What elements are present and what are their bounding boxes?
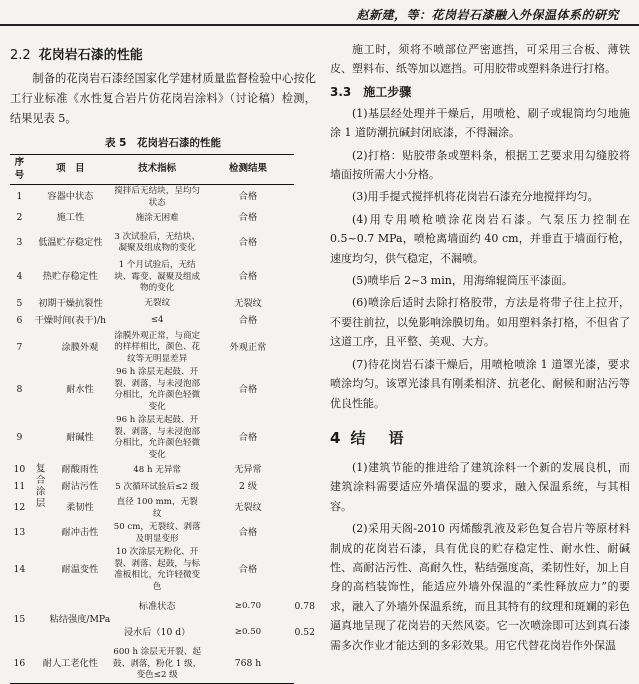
section-heading bbox=[10, 44, 316, 63]
row-no: 8 bbox=[16, 383, 23, 395]
row-no: 14 bbox=[13, 563, 26, 575]
table-row bbox=[10, 646, 316, 683]
conclusion-item: (1)建筑节能的推进给了建筑涂料一个新的发展良机，而建筑涂料需要适应外墙保温的要求，融入保温系统，与其相容。 bbox=[330, 460, 630, 513]
row-result: 无裂纹 bbox=[234, 502, 262, 514]
row-result: 合格 bbox=[238, 314, 258, 326]
row-item: 耐冲击性 bbox=[61, 527, 99, 539]
row-no: 5 bbox=[16, 297, 23, 309]
table-row bbox=[10, 259, 316, 296]
row-result: 合格 bbox=[238, 383, 258, 395]
col-header-no: 序号 bbox=[10, 155, 29, 185]
row-no: 1 bbox=[16, 191, 23, 203]
row-no: 2 bbox=[16, 212, 23, 224]
row-spec: 10 次涂层无粉化、开裂、剥落、起鼓，与标准板相比，允许轻微变色 bbox=[114, 547, 201, 592]
row-result: 0.78 bbox=[294, 600, 315, 612]
row-item: 初期干燥抗裂性 bbox=[38, 297, 103, 309]
col-header-result: 检测结果 bbox=[202, 155, 293, 185]
row-result: 合格 bbox=[238, 527, 258, 539]
row-no: 4 bbox=[16, 271, 23, 282]
row-item: 容器中状态 bbox=[47, 191, 94, 203]
table-row bbox=[10, 185, 316, 211]
conclusion-heading bbox=[330, 427, 630, 448]
step-item: (2)打格：贴胶带条或塑料条，根据工艺要求用勾缝胶将墙面按所需大小分格。 bbox=[330, 148, 630, 182]
step-item: (6)喷涂后适时去除打格胶带，方法是将带子往上拉开，不要往前拉，以免影响涂膜切角。如用塑料条打格，不但省了这道工序，且平整、美观、大方。 bbox=[330, 296, 630, 349]
table-row bbox=[10, 546, 316, 594]
row-spec: ≥0.50 bbox=[234, 627, 262, 638]
continued-paragraph: 施工时，须将不喷部位严密遮挡，可采用三合板、薄铁皮、塑料布、纸等加以遮挡。可用胶带或塑料条进行打格。 bbox=[330, 43, 630, 76]
row-no: 10 bbox=[13, 464, 26, 476]
table-row bbox=[10, 594, 316, 620]
table-row bbox=[10, 521, 316, 546]
row-no: 9 bbox=[16, 431, 23, 443]
step-item: (1)基层经处理并干燥后，用喷枪、刷子或辊筒均匀地施涂 1 道防潮抗碱封闭底漆，不得漏涂。 bbox=[330, 106, 630, 140]
row-result: 合格 bbox=[238, 563, 258, 575]
row-spec: 直径 100 mm，无裂纹 bbox=[116, 497, 198, 519]
row-spec: 搅拌后无结块，呈均匀状态 bbox=[114, 186, 201, 208]
row-no: 15 bbox=[13, 613, 26, 625]
row-spec: 600 h 涂层无开裂、起鼓、剥落，粉化 1 级，变色≤2 级 bbox=[112, 646, 203, 683]
row-spec: 50 cm，无裂纹、剥落及明显变形 bbox=[113, 522, 201, 544]
row-item: 耐温变性 bbox=[61, 563, 99, 575]
row-item: 耐碱性 bbox=[66, 431, 94, 443]
subsection-heading: 3.3 施工步骤 bbox=[330, 84, 412, 99]
row-spec: 96 h 涂层无起鼓、开裂、剥落，与未浸泡部分相比，允许颜色轻微变化 bbox=[114, 415, 201, 460]
row-item: 耐水性 bbox=[66, 383, 94, 395]
step-item: (7)待花岗岩石漆干燥后，用喷枪喷涂 1 道罩光漆，要求喷涂均匀。该罩光漆具有刚柔相济、抗老化、耐候和耐沾污等优良性能。 bbox=[330, 357, 630, 410]
row-item: 耐酸雨性 bbox=[61, 464, 99, 476]
table-row bbox=[10, 210, 316, 227]
row-item-sub: 标准状态 bbox=[138, 600, 176, 612]
row-item: 涂膜外观 bbox=[61, 341, 99, 353]
col-header-spec: 技术指标 bbox=[112, 155, 203, 185]
row-item: 低温贮存稳定性 bbox=[38, 236, 103, 248]
row-no: 11 bbox=[13, 481, 26, 493]
properties-table bbox=[10, 154, 316, 684]
row-result: 2 级 bbox=[238, 481, 257, 493]
right-column bbox=[330, 40, 630, 658]
conclusion-title: 结 语 bbox=[350, 428, 408, 447]
row-item: 干燥时间(表干)/h bbox=[34, 314, 107, 326]
left-column bbox=[10, 44, 316, 684]
row-spec: 48 h 无异常 bbox=[133, 464, 182, 475]
row-result: 合格 bbox=[238, 212, 258, 224]
table-row bbox=[10, 227, 316, 259]
row-item: 热贮存稳定性 bbox=[42, 271, 98, 282]
section-title: 花岗岩石漆的性能 bbox=[38, 48, 143, 63]
row-no: 3 bbox=[16, 236, 23, 248]
row-result: 无裂纹 bbox=[234, 297, 262, 309]
row-spec: ≥0.70 bbox=[234, 601, 262, 612]
table-caption: 表 5 花岗岩石漆的性能 bbox=[105, 137, 221, 149]
row-no: 16 bbox=[10, 646, 29, 683]
row-spec: 5 次循环试验后≤2 级 bbox=[115, 481, 200, 492]
table-row bbox=[10, 296, 316, 313]
row-spec: ≤4 bbox=[150, 315, 164, 326]
row-result: 768 h bbox=[202, 646, 293, 683]
table-row bbox=[10, 479, 316, 496]
step-item: (5)喷毕后 2~3 min，用海绵辊筒压平漆面。 bbox=[352, 274, 573, 288]
conclusion-item: (2)采用天阁-2010 丙烯酸乳液及彩色复合岩片等原材料制成的花岗岩石漆，具有优良的贮存稳定性、耐水性、耐碱性、高耐沾污性、高耐久性，粘结强度高，柔韧性好，加上自身的高档装饰性，能适应外墙外保温的“柔性释放应力”的要求，融入了外墙外保温系统，而且其特有的纹理和斑斓的彩色逼真地呈现了花岗岩的天然风姿。它一次喷涂即可达到真石漆需多次作业才能达到的多彩效果。用它代替花岗岩作外保温 bbox=[330, 522, 630, 652]
col-header-item: 项 目 bbox=[29, 155, 112, 185]
row-item: 耐人工老化性 bbox=[29, 646, 112, 683]
header-rule bbox=[0, 24, 639, 26]
table-row bbox=[10, 496, 316, 521]
table-row bbox=[10, 366, 316, 414]
row-spec: 施涂无困难 bbox=[135, 212, 179, 223]
section-intro: 制备的花岗岩石漆经国家化学建材质量监督检验中心按化工行业标准《水性复合岩片仿花岗岩涂料》（讨论稿）检测，结果见表 5。 bbox=[10, 72, 316, 125]
row-spec: 涂膜外观正常，与商定的样样相比，颜色、花纹等无明显差异 bbox=[114, 330, 201, 364]
table-row bbox=[10, 330, 316, 367]
group-label: 复合涂层 bbox=[33, 462, 45, 509]
row-item: 施工性 bbox=[56, 212, 85, 224]
row-item: 柔韧性 bbox=[66, 502, 94, 514]
row-spec: 96 h 涂层无起鼓、开裂、剥落，与未浸泡部分相比，允许颜色轻微变化 bbox=[114, 367, 201, 412]
group-label-cell bbox=[29, 330, 48, 647]
row-result: 无异常 bbox=[234, 464, 262, 476]
table-row bbox=[10, 414, 316, 462]
row-no: 12 bbox=[13, 502, 26, 514]
running-header: 赵新建，等：花岗岩石漆融入外保温体系的研究 bbox=[356, 8, 619, 22]
row-item-sub: 浸水后（10 d） bbox=[123, 626, 191, 638]
row-result: 外观正常 bbox=[229, 341, 267, 353]
row-result: 0.52 bbox=[294, 626, 315, 638]
row-spec: 3 次试验后，无结块、凝聚及组成物的变化 bbox=[114, 231, 200, 253]
row-item: 耐沾污性 bbox=[61, 481, 99, 493]
conclusion-number: 4 bbox=[330, 428, 341, 447]
row-result: 合格 bbox=[238, 191, 258, 203]
section-number: 2.2 bbox=[10, 48, 31, 63]
row-item-main: 粘结强度/MPa bbox=[49, 613, 111, 625]
row-no: 7 bbox=[16, 341, 23, 353]
row-spec: 1 个月试验后，无结块、霉变、凝聚及组成物的变化 bbox=[114, 260, 201, 293]
row-result: 合格 bbox=[238, 236, 258, 248]
row-result: 合格 bbox=[238, 431, 258, 443]
step-item: (4)用专用喷枪喷涂花岗岩石漆。气泵压力控制在 0.5~0.7 MPa，喷枪离墙面约 40 cm，并垂直于墙面行枪，速度均匀，供气稳定，不漏喷。 bbox=[330, 212, 630, 265]
row-no: 13 bbox=[13, 527, 26, 539]
table-row bbox=[10, 313, 316, 330]
row-spec: 无裂纹 bbox=[144, 298, 171, 309]
row-no: 6 bbox=[16, 314, 23, 326]
table-row bbox=[10, 462, 316, 479]
row-result: 合格 bbox=[238, 271, 258, 282]
step-item: (3)用手提式搅拌机将花岗岩石漆充分地搅拌均匀。 bbox=[352, 190, 599, 204]
